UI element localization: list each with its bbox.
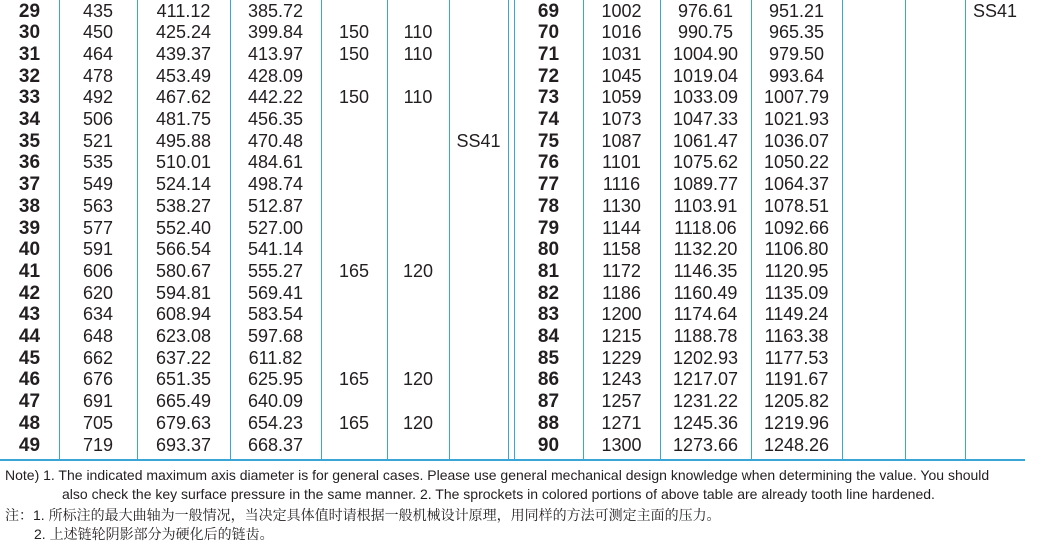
pitch-diameter-cell: 478 bbox=[82, 65, 114, 86]
max-bore-cell bbox=[842, 196, 905, 218]
material-cell bbox=[965, 22, 1025, 44]
teeth-count-cell: 85 bbox=[537, 347, 560, 369]
outer-diameter-cell: 1118.06 bbox=[674, 217, 737, 238]
table-row bbox=[0, 435, 1045, 457]
pitch-diameter-cell: 1186 bbox=[602, 282, 641, 303]
root-diameter-cell: 1021.93 bbox=[763, 109, 830, 129]
max-bore-cell: 150 bbox=[338, 22, 370, 43]
root-diameter-cell: 1163.38 bbox=[764, 326, 829, 346]
root-diameter-cell: 1092.66 bbox=[763, 217, 830, 238]
root-diameter-cell: 1177.53 bbox=[764, 347, 829, 368]
pitch-diameter-cell: 705 bbox=[82, 412, 114, 433]
max-bore-cell bbox=[842, 174, 905, 196]
teeth-count-cell: 81 bbox=[537, 260, 560, 282]
hub-diameter-cell bbox=[905, 196, 965, 218]
table-row bbox=[0, 196, 1045, 218]
outer-diameter-cell: 1103.91 bbox=[673, 195, 738, 216]
note-zh-line-1: 注：1. 所标注的最大曲轴为一般情况，当决定具体值时请根据一般机械设计原理，用同样的方法可测定主面的压力。 bbox=[5, 507, 721, 523]
hub-diameter-cell: 110 bbox=[403, 87, 433, 108]
teeth-count-cell: 41 bbox=[18, 260, 41, 282]
table-row bbox=[0, 348, 1045, 370]
root-diameter-cell: 541.14 bbox=[247, 239, 304, 260]
teeth-count-cell: 73 bbox=[537, 87, 560, 109]
max-bore-cell bbox=[842, 131, 905, 153]
root-diameter-cell: 399.84 bbox=[247, 22, 304, 43]
teeth-count-cell: 75 bbox=[537, 130, 560, 152]
max-bore-cell: 150 bbox=[338, 43, 370, 64]
teeth-count-cell: 72 bbox=[537, 65, 560, 87]
outer-diameter-cell: 1033.09 bbox=[672, 87, 739, 108]
root-diameter-cell: 1050.22 bbox=[763, 152, 830, 173]
material-cell bbox=[965, 283, 1025, 305]
max-bore-cell bbox=[842, 261, 905, 283]
max-bore-cell bbox=[842, 435, 905, 457]
hub-diameter-cell bbox=[905, 44, 965, 66]
root-diameter-cell: 640.09 bbox=[247, 391, 304, 412]
outer-diameter-cell: 1217.07 bbox=[672, 369, 739, 390]
material-cell bbox=[965, 87, 1025, 109]
outer-diameter-cell: 510.01 bbox=[155, 152, 212, 173]
material-cell bbox=[965, 196, 1025, 218]
root-diameter-cell: 456.35 bbox=[247, 109, 304, 129]
max-bore-cell bbox=[842, 283, 905, 305]
pitch-diameter-cell: 1059 bbox=[601, 87, 642, 108]
pitch-diameter-cell: 1031 bbox=[601, 43, 642, 64]
note-en-line-1: Note) 1. The indicated maximum axis diameter is for general cases. Please use general mechanical design knowledge when determining the value. You should bbox=[5, 467, 990, 483]
pitch-diameter-cell: 1300 bbox=[601, 434, 642, 455]
pitch-diameter-cell: 719 bbox=[82, 434, 114, 455]
teeth-count-cell: 84 bbox=[537, 326, 560, 347]
pitch-diameter-cell: 1130 bbox=[602, 195, 641, 216]
outer-diameter-cell: 1231.22 bbox=[672, 391, 739, 412]
pitch-diameter-cell: 1215 bbox=[601, 326, 642, 346]
pitch-diameter-cell: 1045 bbox=[601, 65, 642, 86]
teeth-count-cell: 39 bbox=[18, 217, 41, 239]
pitch-diameter-cell: 1158 bbox=[602, 239, 641, 260]
outer-diameter-cell: 637.22 bbox=[155, 347, 212, 368]
material-cell bbox=[965, 131, 1025, 153]
hub-diameter-cell bbox=[905, 348, 965, 370]
teeth-count-cell: 29 bbox=[18, 0, 41, 22]
pitch-diameter-cell: 676 bbox=[82, 369, 114, 390]
material-cell bbox=[965, 174, 1025, 196]
hub-diameter-cell bbox=[905, 1, 965, 23]
table-row bbox=[0, 369, 1045, 391]
outer-diameter-cell: 990.75 bbox=[677, 22, 734, 43]
material-cell: SS41 bbox=[456, 130, 501, 151]
outer-diameter-cell: 538.27 bbox=[155, 195, 212, 216]
pitch-diameter-cell: 1229 bbox=[601, 347, 642, 368]
pitch-diameter-cell: 1271 bbox=[601, 412, 642, 433]
max-bore-cell bbox=[842, 87, 905, 109]
max-bore-cell bbox=[842, 413, 905, 435]
table-row bbox=[0, 304, 1045, 326]
max-bore-cell bbox=[842, 369, 905, 391]
root-diameter-cell: 597.68 bbox=[247, 326, 304, 346]
root-diameter-cell: 442.22 bbox=[247, 87, 304, 108]
root-diameter-cell: 498.74 bbox=[247, 174, 304, 195]
root-diameter-cell: 993.64 bbox=[768, 65, 825, 86]
root-diameter-cell: 484.61 bbox=[247, 152, 304, 173]
table-row bbox=[0, 22, 1045, 44]
root-diameter-cell: 654.23 bbox=[247, 412, 304, 433]
table-row bbox=[0, 239, 1045, 261]
root-diameter-cell: 470.48 bbox=[247, 130, 304, 151]
root-diameter-cell: 1078.51 bbox=[763, 195, 830, 216]
max-bore-cell bbox=[842, 109, 905, 131]
teeth-count-cell: 80 bbox=[537, 239, 560, 261]
pitch-diameter-cell: 549 bbox=[82, 174, 114, 195]
outer-diameter-cell: 1061.47 bbox=[672, 130, 739, 151]
root-diameter-cell: 1205.82 bbox=[763, 391, 830, 412]
teeth-count-cell: 79 bbox=[537, 217, 560, 239]
teeth-count-cell: 38 bbox=[18, 195, 41, 217]
outer-diameter-cell: 1174.64 bbox=[673, 304, 738, 325]
outer-diameter-cell: 425.24 bbox=[155, 22, 212, 43]
outer-diameter-cell: 552.40 bbox=[155, 217, 212, 238]
root-diameter-cell: 583.54 bbox=[247, 304, 304, 325]
teeth-count-cell: 37 bbox=[18, 174, 41, 196]
root-diameter-cell: 951.21 bbox=[768, 0, 825, 21]
teeth-count-cell: 48 bbox=[18, 412, 41, 434]
outer-diameter-cell: 1132.20 bbox=[673, 239, 738, 260]
teeth-count-cell: 87 bbox=[537, 391, 560, 413]
material-cell: SS41 bbox=[972, 0, 1018, 21]
teeth-count-cell: 32 bbox=[18, 65, 41, 87]
hub-diameter-cell: 120 bbox=[402, 369, 434, 390]
teeth-count-cell: 82 bbox=[537, 282, 560, 304]
table-bottom-rule bbox=[0, 459, 1025, 461]
teeth-count-cell: 70 bbox=[537, 22, 560, 44]
outer-diameter-cell: 1160.49 bbox=[673, 282, 738, 303]
table-row bbox=[0, 391, 1045, 413]
pitch-diameter-cell: 1172 bbox=[602, 260, 641, 281]
pitch-diameter-cell: 1116 bbox=[602, 174, 641, 195]
material-cell bbox=[965, 152, 1025, 174]
table-row bbox=[0, 174, 1045, 196]
pitch-diameter-cell: 1087 bbox=[601, 130, 642, 151]
root-diameter-cell: 1191.67 bbox=[764, 369, 829, 390]
teeth-count-cell: 46 bbox=[18, 369, 41, 391]
pitch-diameter-cell: 464 bbox=[82, 43, 114, 64]
hub-diameter-cell bbox=[905, 391, 965, 413]
outer-diameter-cell: 1019.04 bbox=[672, 65, 739, 86]
pitch-diameter-cell: 1073 bbox=[601, 109, 642, 129]
outer-diameter-cell: 1188.78 bbox=[673, 326, 738, 346]
teeth-count-cell: 36 bbox=[18, 152, 41, 174]
outer-diameter-cell: 679.63 bbox=[155, 412, 212, 433]
material-cell bbox=[965, 413, 1025, 435]
material-cell bbox=[965, 66, 1025, 88]
root-diameter-cell: 1064.37 bbox=[763, 174, 830, 195]
table-row bbox=[0, 109, 1045, 131]
max-bore-cell bbox=[842, 304, 905, 326]
material-cell bbox=[965, 348, 1025, 370]
root-diameter-cell: 1135.09 bbox=[764, 282, 829, 303]
pitch-diameter-cell: 563 bbox=[82, 195, 114, 216]
table-row bbox=[0, 131, 1045, 153]
pitch-diameter-cell: 662 bbox=[82, 347, 114, 368]
pitch-diameter-cell: 620 bbox=[82, 282, 114, 303]
root-diameter-cell: 979.50 bbox=[768, 43, 825, 64]
root-diameter-cell: 1248.26 bbox=[763, 434, 830, 455]
hub-diameter-cell bbox=[905, 326, 965, 348]
teeth-count-cell: 44 bbox=[18, 326, 41, 347]
pitch-diameter-cell: 506 bbox=[82, 109, 114, 129]
root-diameter-cell: 569.41 bbox=[247, 282, 304, 303]
pitch-diameter-cell: 1016 bbox=[601, 22, 642, 43]
teeth-count-cell: 43 bbox=[18, 304, 41, 326]
teeth-count-cell: 88 bbox=[537, 412, 560, 434]
material-cell bbox=[965, 391, 1025, 413]
hub-diameter-cell bbox=[905, 131, 965, 153]
table-row bbox=[0, 218, 1045, 240]
pitch-diameter-cell: 492 bbox=[82, 87, 114, 108]
outer-diameter-cell: 453.49 bbox=[155, 65, 212, 86]
material-cell bbox=[965, 218, 1025, 240]
root-diameter-cell: 1106.80 bbox=[764, 239, 829, 260]
material-cell bbox=[965, 369, 1025, 391]
max-bore-cell bbox=[842, 22, 905, 44]
max-bore-cell bbox=[842, 152, 905, 174]
max-bore-cell bbox=[842, 348, 905, 370]
pitch-diameter-cell: 1144 bbox=[602, 217, 641, 238]
material-cell bbox=[965, 44, 1025, 66]
root-diameter-cell: 611.82 bbox=[248, 347, 303, 368]
material-cell bbox=[965, 109, 1025, 131]
table-row bbox=[0, 1, 1045, 23]
pitch-diameter-cell: 435 bbox=[82, 0, 114, 21]
hub-diameter-cell: 120 bbox=[402, 412, 434, 433]
outer-diameter-cell: 1075.62 bbox=[672, 152, 739, 173]
teeth-count-cell: 30 bbox=[18, 22, 41, 44]
outer-diameter-cell: 580.67 bbox=[155, 260, 212, 281]
pitch-diameter-cell: 535 bbox=[82, 152, 114, 173]
table-row bbox=[0, 152, 1045, 174]
max-bore-cell: 165 bbox=[338, 260, 370, 281]
teeth-count-cell: 78 bbox=[537, 195, 560, 217]
table-row bbox=[0, 66, 1045, 88]
root-diameter-cell: 1007.79 bbox=[763, 87, 830, 108]
max-bore-cell bbox=[842, 326, 905, 348]
outer-diameter-cell: 1004.90 bbox=[672, 43, 739, 64]
material-cell bbox=[965, 239, 1025, 261]
outer-diameter-cell: 608.94 bbox=[155, 304, 212, 325]
max-bore-cell bbox=[842, 1, 905, 23]
max-bore-cell bbox=[842, 391, 905, 413]
root-diameter-cell: 965.35 bbox=[768, 22, 825, 43]
teeth-count-cell: 49 bbox=[18, 434, 41, 456]
outer-diameter-cell: 1202.93 bbox=[672, 347, 739, 368]
hub-diameter-cell bbox=[905, 239, 965, 261]
teeth-count-cell: 77 bbox=[537, 174, 560, 196]
outer-diameter-cell: 623.08 bbox=[155, 326, 212, 346]
root-diameter-cell: 1219.96 bbox=[763, 412, 830, 433]
outer-diameter-cell: 495.88 bbox=[155, 130, 212, 151]
hub-diameter-cell: 110 bbox=[403, 43, 433, 64]
root-diameter-cell: 1149.24 bbox=[764, 304, 829, 325]
root-diameter-cell: 385.72 bbox=[247, 0, 304, 21]
hub-diameter-cell bbox=[905, 283, 965, 305]
hub-diameter-cell: 110 bbox=[403, 22, 433, 43]
pitch-diameter-cell: 1200 bbox=[601, 304, 642, 325]
hub-diameter-cell bbox=[905, 413, 965, 435]
root-diameter-cell: 428.09 bbox=[247, 65, 304, 86]
max-bore-cell bbox=[842, 218, 905, 240]
hub-diameter-cell bbox=[905, 152, 965, 174]
outer-diameter-cell: 594.81 bbox=[155, 282, 212, 303]
pitch-diameter-cell: 1243 bbox=[601, 369, 642, 390]
outer-diameter-cell: 651.35 bbox=[155, 369, 212, 390]
max-bore-cell: 150 bbox=[338, 87, 370, 108]
teeth-count-cell: 34 bbox=[18, 109, 41, 130]
hub-diameter-cell bbox=[905, 369, 965, 391]
outer-diameter-cell: 1047.33 bbox=[672, 109, 739, 129]
teeth-count-cell: 71 bbox=[537, 43, 560, 65]
max-bore-cell: 165 bbox=[338, 369, 370, 390]
teeth-count-cell: 47 bbox=[18, 391, 41, 413]
root-diameter-cell: 668.37 bbox=[247, 434, 304, 455]
hub-diameter-cell bbox=[905, 22, 965, 44]
pitch-diameter-cell: 1002 bbox=[601, 0, 642, 21]
table-row bbox=[0, 283, 1045, 305]
teeth-count-cell: 83 bbox=[537, 304, 560, 326]
pitch-diameter-cell: 450 bbox=[82, 22, 114, 43]
teeth-count-cell: 42 bbox=[18, 282, 41, 304]
hub-diameter-cell bbox=[905, 87, 965, 109]
max-bore-cell bbox=[842, 44, 905, 66]
pitch-diameter-cell: 634 bbox=[82, 304, 114, 325]
teeth-count-cell: 40 bbox=[18, 239, 41, 261]
pitch-diameter-cell: 1101 bbox=[602, 152, 641, 173]
table-row bbox=[0, 44, 1045, 66]
root-diameter-cell: 1120.95 bbox=[764, 260, 829, 281]
outer-diameter-cell: 411.12 bbox=[156, 0, 211, 21]
outer-diameter-cell: 1273.66 bbox=[672, 434, 739, 455]
hub-diameter-cell bbox=[905, 109, 965, 131]
pitch-diameter-cell: 691 bbox=[82, 391, 114, 412]
hub-diameter-cell bbox=[905, 218, 965, 240]
outer-diameter-cell: 566.54 bbox=[155, 239, 212, 260]
pitch-diameter-cell: 648 bbox=[82, 326, 114, 346]
hub-diameter-cell bbox=[905, 174, 965, 196]
root-diameter-cell: 413.97 bbox=[247, 43, 304, 64]
teeth-count-cell: 74 bbox=[537, 109, 560, 130]
pitch-diameter-cell: 577 bbox=[82, 217, 114, 238]
max-bore-cell bbox=[842, 239, 905, 261]
outer-diameter-cell: 1146.35 bbox=[673, 260, 738, 281]
root-diameter-cell: 527.00 bbox=[247, 217, 304, 238]
material-cell bbox=[965, 304, 1025, 326]
max-bore-cell bbox=[842, 66, 905, 88]
material-cell bbox=[965, 261, 1025, 283]
outer-diameter-cell: 439.37 bbox=[155, 43, 212, 64]
outer-diameter-cell: 665.49 bbox=[155, 391, 212, 412]
teeth-count-cell: 76 bbox=[537, 152, 560, 174]
hub-diameter-cell bbox=[905, 66, 965, 88]
hub-diameter-cell bbox=[905, 435, 965, 457]
outer-diameter-cell: 976.61 bbox=[677, 0, 734, 21]
teeth-count-cell: 45 bbox=[18, 347, 41, 369]
note-zh-line-2: 2. 上述链轮阴影部分为硬化后的链齿。 bbox=[34, 526, 274, 542]
root-diameter-cell: 1036.07 bbox=[763, 130, 830, 151]
pitch-diameter-cell: 606 bbox=[82, 260, 114, 281]
outer-diameter-cell: 1089.77 bbox=[672, 174, 739, 195]
root-diameter-cell: 555.27 bbox=[247, 260, 304, 281]
teeth-count-cell: 35 bbox=[18, 130, 41, 152]
root-diameter-cell: 512.87 bbox=[247, 195, 304, 216]
teeth-count-cell: 33 bbox=[18, 87, 41, 109]
teeth-count-cell: 86 bbox=[537, 369, 560, 391]
root-diameter-cell: 625.95 bbox=[247, 369, 304, 390]
note-en-line-2: also check the key surface pressure in the same manner. 2. The sprockets in colored portions of above table are already tooth line hardened. bbox=[62, 486, 935, 502]
max-bore-cell: 165 bbox=[338, 412, 370, 433]
material-cell bbox=[965, 435, 1025, 457]
material-cell bbox=[965, 326, 1025, 348]
outer-diameter-cell: 1245.36 bbox=[672, 412, 739, 433]
hub-diameter-cell bbox=[905, 261, 965, 283]
table-row bbox=[0, 413, 1045, 435]
outer-diameter-cell: 693.37 bbox=[155, 434, 212, 455]
hub-diameter-cell: 120 bbox=[402, 260, 434, 281]
table-row bbox=[0, 87, 1045, 109]
teeth-count-cell: 31 bbox=[18, 43, 41, 65]
outer-diameter-cell: 481.75 bbox=[155, 109, 212, 129]
pitch-diameter-cell: 521 bbox=[82, 130, 114, 151]
outer-diameter-cell: 524.14 bbox=[155, 174, 212, 195]
table-row bbox=[0, 261, 1045, 283]
pitch-diameter-cell: 1257 bbox=[601, 391, 642, 412]
hub-diameter-cell bbox=[905, 304, 965, 326]
teeth-count-cell: 90 bbox=[537, 434, 560, 456]
outer-diameter-cell: 467.62 bbox=[155, 87, 212, 108]
teeth-count-cell: 69 bbox=[537, 0, 560, 22]
table-row bbox=[0, 326, 1045, 348]
pitch-diameter-cell: 591 bbox=[82, 239, 114, 260]
